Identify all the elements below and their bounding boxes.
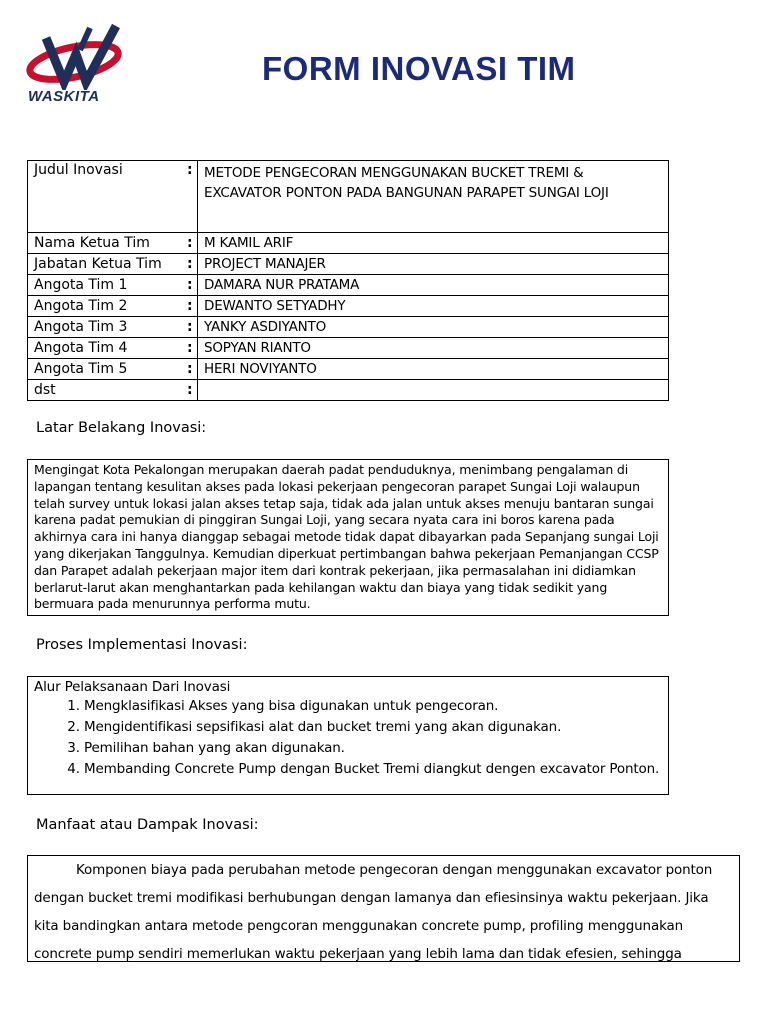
row-label: dst: [28, 380, 186, 401]
team-info-table: [27, 160, 669, 401]
table-row: [28, 254, 669, 275]
row-colon: :: [185, 233, 198, 254]
row-colon: :: [185, 317, 198, 338]
list-item: 4. Membanding Concrete Pump dengan Bucket Tremi diangkut dengen excavator Ponton.: [84, 759, 662, 780]
row-value: DEWANTO SETYADHY: [198, 296, 669, 317]
list-item: 3. Pemilihan bahan yang akan digunakan.: [84, 738, 662, 759]
row-value: [198, 380, 669, 401]
table-row: [28, 317, 669, 338]
row-colon: :: [185, 338, 198, 359]
logo-text: WASKITA: [28, 88, 100, 105]
row-colon: :: [185, 380, 198, 401]
table-row: [28, 161, 669, 233]
row-value: SOPYAN RIANTO: [198, 338, 669, 359]
row-label: Angota Tim 5: [28, 359, 186, 380]
waskita-logo-icon: [24, 20, 134, 90]
list-item: 2. Mengidentifikasi sepsifikasi alat dan bucket tremi yang akan digunakan.: [84, 717, 662, 738]
manfaat-box: [27, 855, 740, 962]
row-colon: :: [185, 254, 198, 275]
table-row: [28, 275, 669, 296]
latar-heading: Latar Belakang Inovasi:: [36, 420, 207, 436]
latar-text: Mengingat Kota Pekalongan merupakan daerah padat penduduknya, menimbang pengalaman di lapangan tentang kesulitan akses pada lokasi pekerjaan pengecoran parapet Sungai Loji walaupun telah survey untuk lokasi jalan akses tetap saja, tidak ada jalan untuk akses menuju bantaran sungai karena padat pemukian di pinggiran Sungai Loji, yang secara nyata cara ini boros karena pada akhirnya cara ini hanya dianggap sebagai metode tidak dapat dibayarkan pada Sepanjang sungai Loji yang dikerjakan Tanggulnya. Kemudian diperkuat pertimbangan bahwa pekerjaan Pemanjangan CCSP dan Parapet adalah pekerjaan major item dari kontrak pekerjaan, jika permasalahan ini didiamkan berlarut-larut akan menghantarkan pada kehilangan waktu dan biaya yang tidak sedikit yang bermuara pada menurunnya performa mutu.: [34, 462, 659, 612]
table-row: [28, 296, 669, 317]
manfaat-heading: Manfaat atau Dampak Inovasi:: [36, 817, 259, 833]
row-colon: :: [185, 275, 198, 296]
row-label: Judul Inovasi: [28, 161, 186, 233]
page-title: FORM INOVASI TIM: [262, 50, 576, 87]
proses-intro: Alur Pelaksanaan Dari Inovasi: [34, 679, 231, 695]
row-colon: :: [185, 359, 198, 380]
row-label: Angota Tim 3: [28, 317, 186, 338]
table-row: [28, 380, 669, 401]
row-label: Nama Ketua Tim: [28, 233, 186, 254]
table-row: [28, 359, 669, 380]
latar-box: [27, 459, 669, 616]
waskita-logo: [24, 20, 139, 112]
row-colon: :: [185, 161, 198, 233]
row-label: Angota Tim 1: [28, 275, 186, 296]
list-item: 1. Mengklasifikasi Akses yang bisa digunakan untuk pengecoran.: [84, 696, 662, 717]
row-value: METODE PENGECORAN MENGGUNAKAN BUCKET TREMI & EXCAVATOR PONTON PADA BANGUNAN PARAPET SUNGAI LOJI: [198, 161, 669, 233]
row-value: M KAMIL ARIF: [198, 233, 669, 254]
proses-box: [27, 676, 669, 795]
table-row: [28, 338, 669, 359]
row-value: HERI NOVIYANTO: [198, 359, 669, 380]
row-value: PROJECT MANAJER: [198, 254, 669, 275]
proses-heading: Proses Implementasi Inovasi:: [36, 637, 248, 653]
row-label: Jabatan Ketua Tim: [28, 254, 186, 275]
manfaat-text: Komponen biaya pada perubahan metode pengecoran dengan menggunakan excavator ponton dengan bucket tremi modifikasi berhubungan dengan lamanya dan efiesinsinya waktu pekerjaan. Jika kita bandingkan antara metode pengcoran menggunakan concrete pump, profiling menggunakan concrete pump sendiri memerlukan waktu pekerjaan yang lebih lama dan tidak efesien, sehingga: [34, 862, 713, 962]
row-label: Angota Tim 4: [28, 338, 186, 359]
row-colon: :: [185, 296, 198, 317]
row-value: DAMARA NUR PRATAMA: [198, 275, 669, 296]
row-value: YANKY ASDIYANTO: [198, 317, 669, 338]
row-label: Angota Tim 2: [28, 296, 186, 317]
proses-steps: [34, 696, 662, 780]
table-row: [28, 233, 669, 254]
